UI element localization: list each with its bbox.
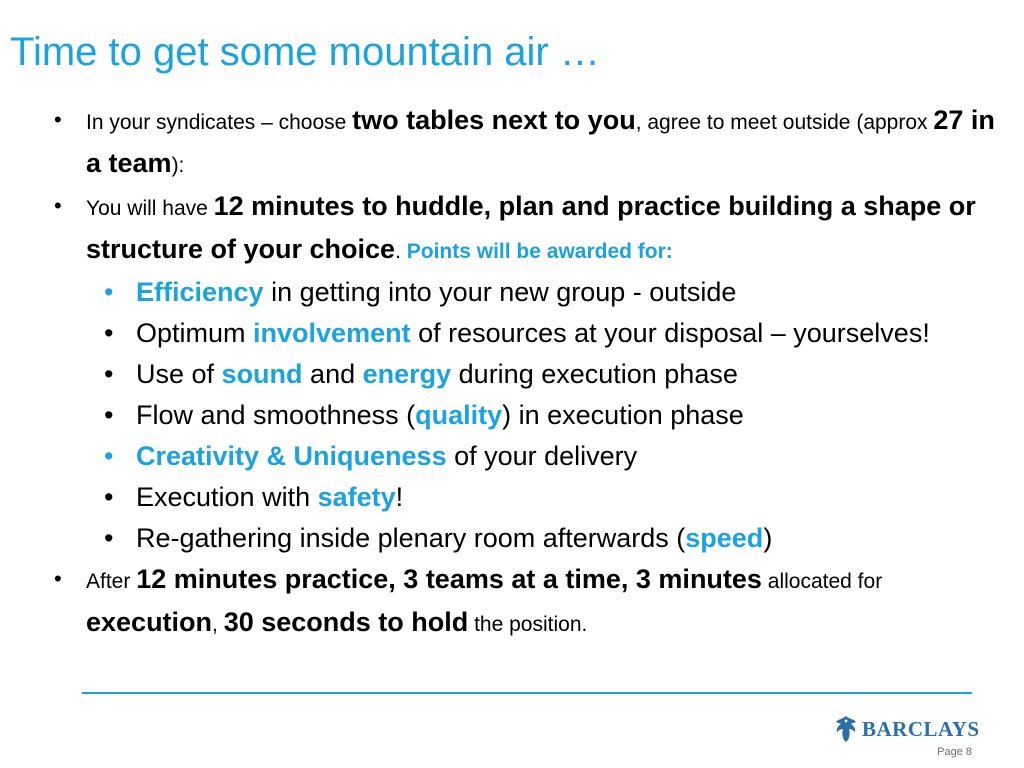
footer-divider xyxy=(82,692,972,694)
bullet-emphasis: execution xyxy=(86,607,213,637)
criteria-text: Re-gathering inside plenary room afterwards ( xyxy=(136,523,686,553)
criteria-keyword: quality xyxy=(415,400,503,430)
criteria-text: ) in execution phase xyxy=(502,400,744,430)
barclays-logo xyxy=(834,714,980,744)
bullet-text: . xyxy=(395,240,407,263)
bullet-text: After xyxy=(86,570,137,593)
logo-text: BARCLAYS xyxy=(862,716,980,741)
bullet-dot: • xyxy=(54,566,62,591)
bullet-dot: • xyxy=(54,193,62,218)
bullet-after xyxy=(52,559,1002,645)
bullet-emphasis: 12 minutes to huddle, plan and practice building a shape or structure of your choice xyxy=(86,191,976,264)
criteria-text: of your delivery xyxy=(446,441,638,471)
criteria-item-creativity xyxy=(102,436,1002,477)
criteria-item-safety xyxy=(102,477,1002,518)
criteria-item-quality xyxy=(102,395,1002,436)
criteria-text: Use of xyxy=(136,359,222,389)
bullet-emphasis: 27 in a team xyxy=(86,105,995,178)
bullet-text: ): xyxy=(171,154,185,177)
bullet-emphasis: 30 seconds to hold xyxy=(223,607,469,637)
points-awarded-label: Points will be awarded for: xyxy=(406,240,673,263)
criteria-text: ! xyxy=(395,482,404,512)
criteria-keyword: Efficiency xyxy=(136,277,264,307)
criteria-text: Optimum xyxy=(136,318,254,348)
criteria-keyword: speed xyxy=(685,523,764,553)
bullet-dot: • xyxy=(104,523,114,553)
bullet-dot: • xyxy=(104,277,114,307)
bullet-text: allocated for xyxy=(761,570,883,593)
criteria-text: and xyxy=(302,359,363,389)
criteria-text: Execution with xyxy=(136,482,318,512)
criteria-text: during execution phase xyxy=(451,359,738,389)
criteria-keyword: involvement xyxy=(253,318,411,348)
bullet-emphasis: 12 minutes practice, 3 teams at a time, 3 minutes xyxy=(136,564,762,594)
bullet-dot: • xyxy=(104,318,114,348)
bullet-huddle xyxy=(52,186,1002,272)
criteria-item-involvement xyxy=(102,313,1002,354)
criteria-keyword: safety xyxy=(317,482,396,512)
criteria-keyword: Creativity & Uniqueness xyxy=(136,441,447,471)
criteria-keyword: sound xyxy=(221,359,303,389)
bullet-dot: • xyxy=(104,400,114,430)
bullet-text: You will have xyxy=(86,197,214,220)
slide-title: Time to get some mountain air … xyxy=(10,30,600,74)
slide-content xyxy=(52,100,1002,645)
criteria-item-speed xyxy=(102,518,1002,559)
criteria-keyword: energy xyxy=(362,359,452,389)
bullet-text: the position. xyxy=(468,613,588,636)
bullet-dot: • xyxy=(54,107,62,132)
bullet-dot: • xyxy=(104,359,114,389)
page-number: Page 8 xyxy=(937,746,972,758)
criteria-item-efficiency xyxy=(102,272,1002,313)
barclays-eagle-icon xyxy=(834,714,858,744)
criteria-text: Flow and smoothness ( xyxy=(136,400,416,430)
bullet-emphasis: two tables next to you xyxy=(352,105,636,135)
criteria-list xyxy=(52,272,1002,559)
bullet-syndicates xyxy=(52,100,1002,186)
criteria-text: of resources at your disposal – yourselves! xyxy=(410,318,930,348)
criteria-text: ) xyxy=(763,523,773,553)
criteria-item-sound-energy xyxy=(102,354,1002,395)
criteria-text: in getting into your new group - outside xyxy=(263,277,737,307)
bullet-text: , xyxy=(212,613,224,636)
bullet-text: In your syndicates – choose xyxy=(86,111,353,134)
bullet-text: , agree to meet outside (approx xyxy=(635,111,934,134)
bullet-dot: • xyxy=(104,482,114,512)
bullet-dot: • xyxy=(104,441,114,471)
